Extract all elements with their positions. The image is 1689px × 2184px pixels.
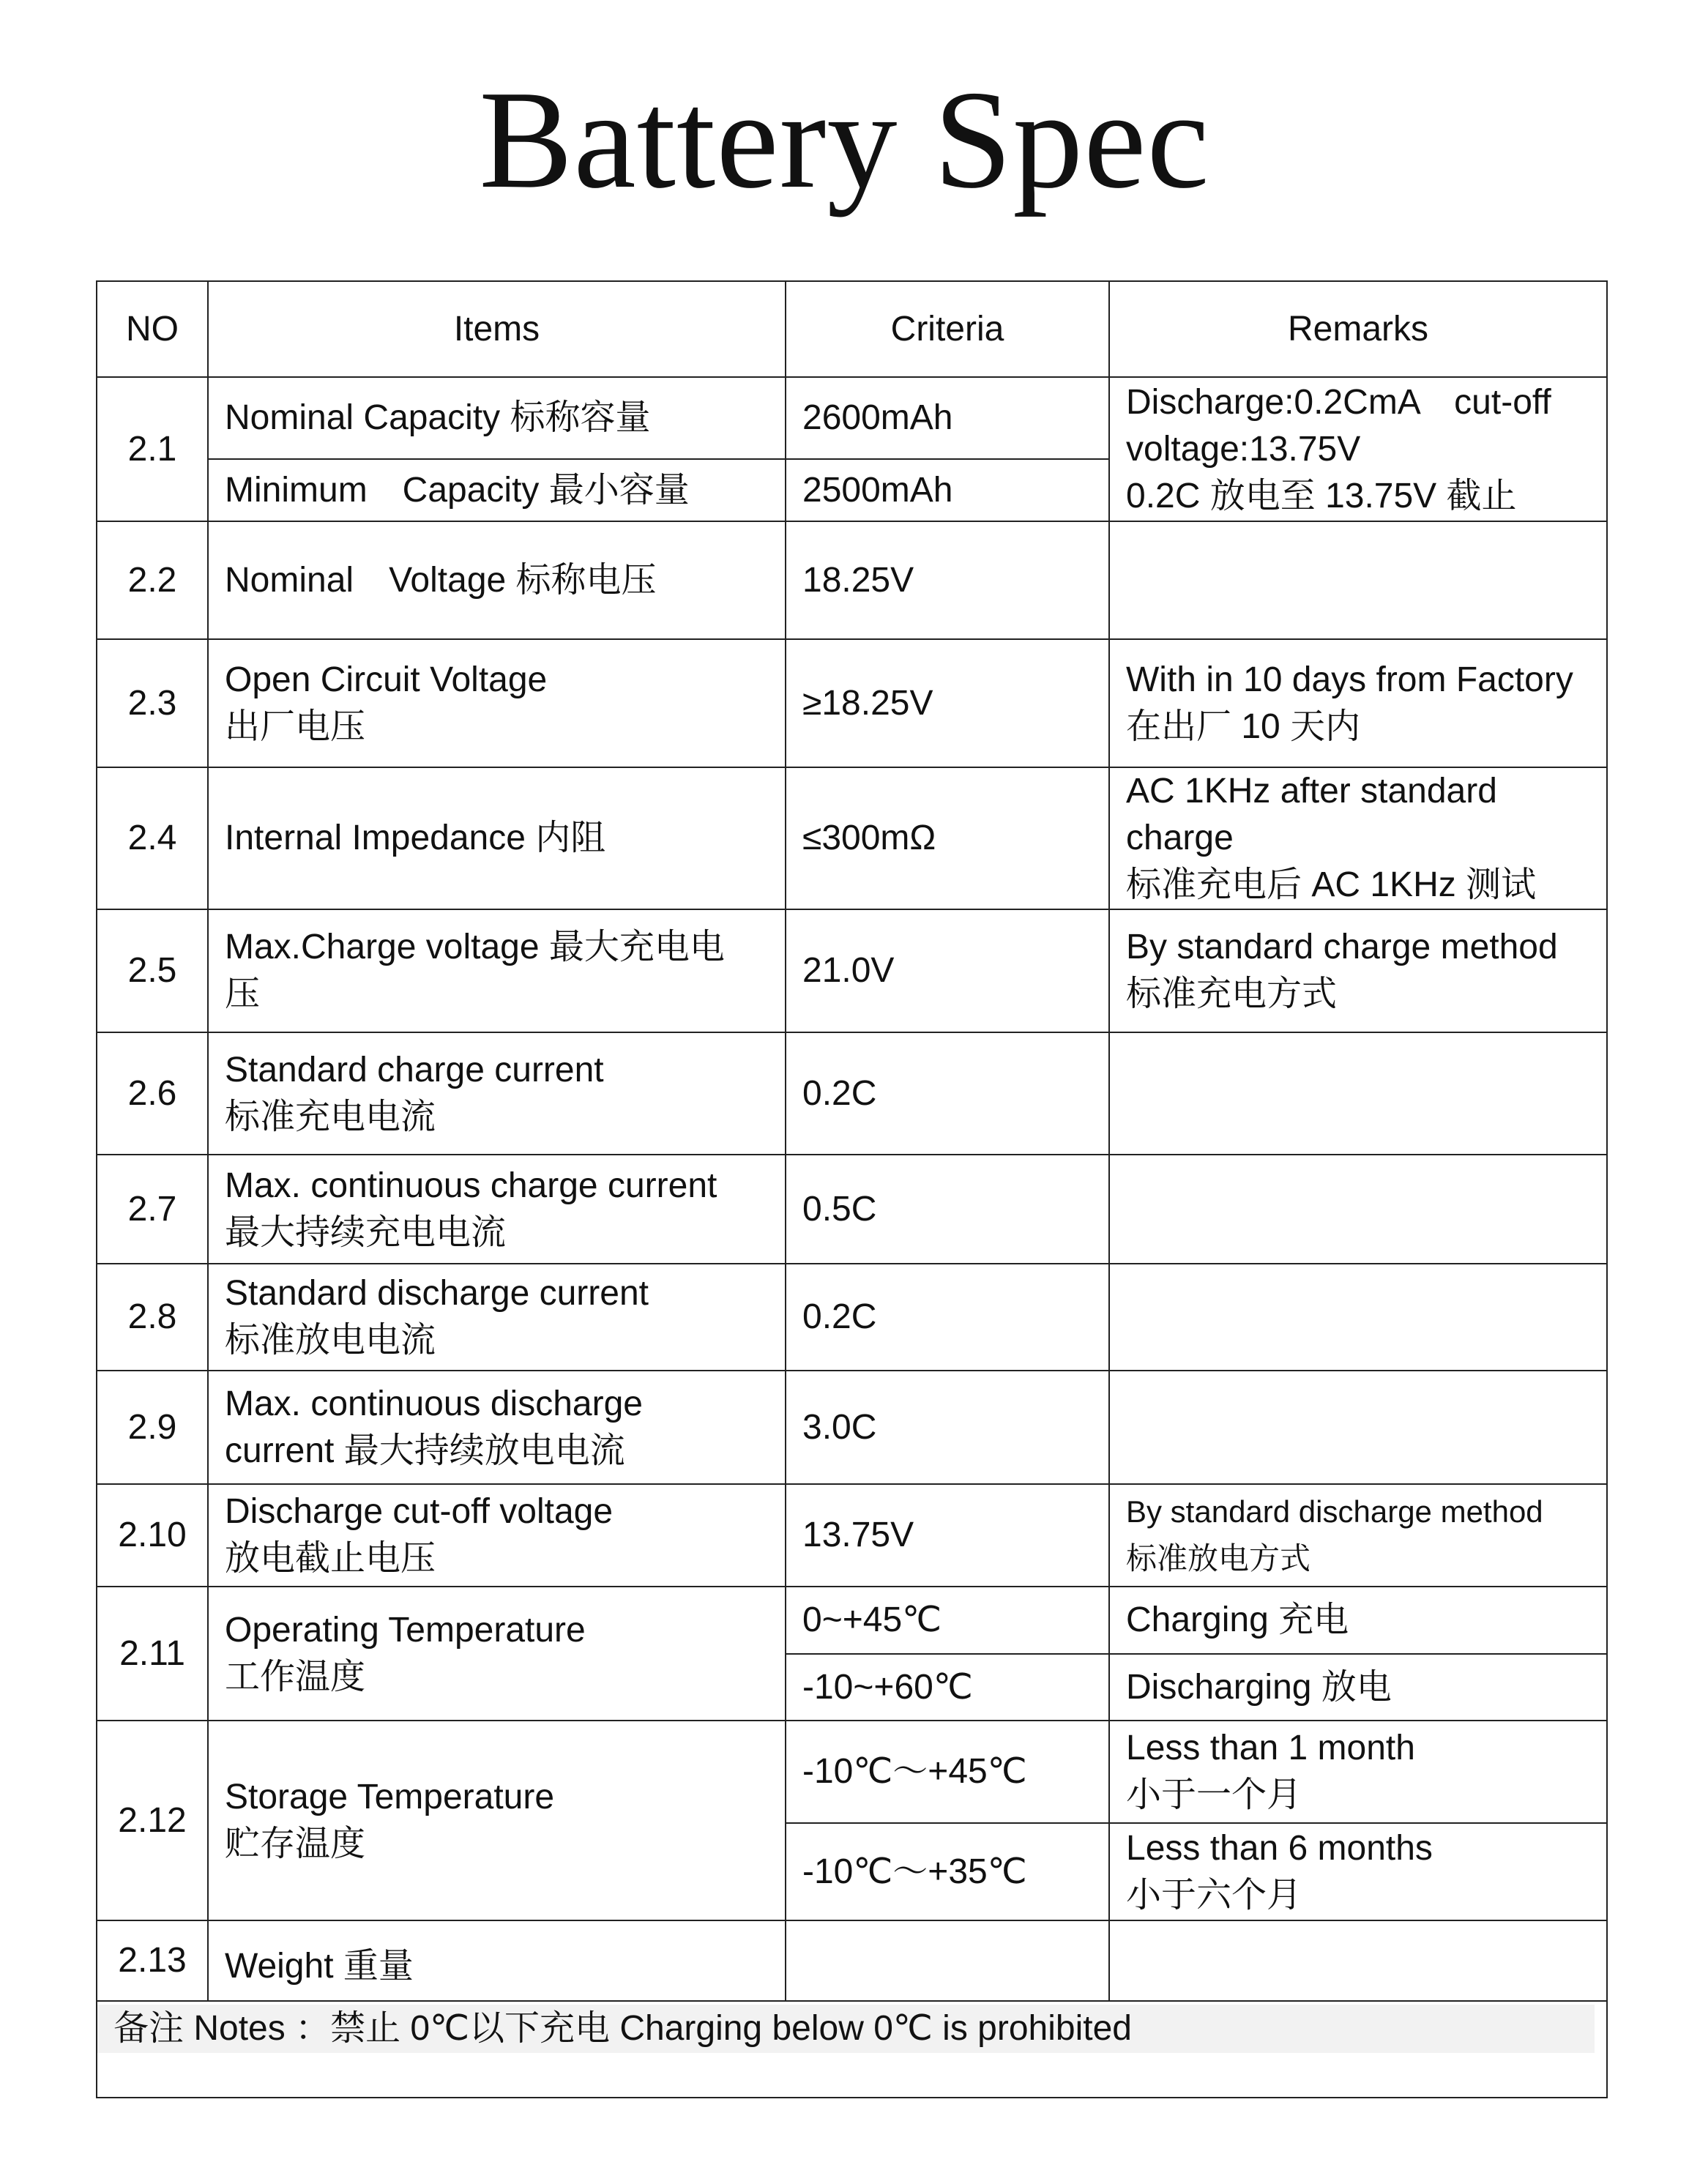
table-header-row bbox=[97, 281, 1607, 377]
criteria-cell: -10~+60℃ bbox=[786, 1654, 1109, 1721]
item-cell bbox=[208, 1264, 786, 1371]
row-number: 2.10 bbox=[97, 1484, 208, 1587]
item-cell: Minimum Capacity 最小容量 bbox=[208, 459, 786, 521]
header-remarks: Remarks bbox=[1109, 281, 1607, 377]
remark-line: AC 1KHz after standard charge bbox=[1126, 772, 1497, 857]
remark-line: Less than 6 months bbox=[1126, 1828, 1433, 1868]
row-number: 2.3 bbox=[97, 639, 208, 767]
remarks-cell bbox=[1109, 377, 1607, 521]
item-cell bbox=[208, 1587, 786, 1721]
item-line: Max. continuous charge current bbox=[225, 1166, 717, 1205]
item-cell: Internal Impedance 内阻 bbox=[208, 767, 786, 909]
table-row bbox=[97, 767, 1607, 909]
remark-line: 0.2C 放电至 13.75V 截止 bbox=[1126, 476, 1517, 515]
remarks-cell: Charging 充电 bbox=[1109, 1587, 1607, 1654]
table-row bbox=[97, 1371, 1607, 1484]
remarks-cell bbox=[1109, 1823, 1607, 1920]
item-cell bbox=[208, 1721, 786, 1920]
row-number: 2.11 bbox=[97, 1587, 208, 1721]
criteria-cell: 0.2C bbox=[786, 1264, 1109, 1371]
header-no: NO bbox=[97, 281, 208, 377]
item-line: Max.Charge voltage 最大充电电 bbox=[225, 928, 725, 966]
item-cell: Nominal Capacity 标称容量 bbox=[208, 377, 786, 459]
row-number: 2.1 bbox=[97, 377, 208, 521]
document-title: Battery Spec bbox=[479, 62, 1210, 217]
row-number: 2.12 bbox=[97, 1721, 208, 1920]
criteria-cell: 0.2C bbox=[786, 1032, 1109, 1155]
row-number: 2.7 bbox=[97, 1155, 208, 1264]
row-number: 2.6 bbox=[97, 1032, 208, 1155]
criteria-cell: 18.25V bbox=[786, 521, 1109, 639]
table-row bbox=[97, 639, 1607, 767]
notes-cell bbox=[97, 2001, 1607, 2098]
item-cell bbox=[208, 1371, 786, 1484]
table-row bbox=[97, 1920, 1607, 2001]
remarks-cell bbox=[1109, 1484, 1607, 1587]
table-row bbox=[97, 1721, 1607, 1823]
remarks-cell bbox=[1109, 909, 1607, 1032]
row-number: 2.13 bbox=[97, 1920, 208, 2001]
remark-line: With in 10 days from Factory bbox=[1126, 660, 1573, 699]
remarks-cell: Discharging 放电 bbox=[1109, 1654, 1607, 1721]
item-line: Standard charge current bbox=[225, 1050, 604, 1089]
item-line: 最大持续充电电流 bbox=[225, 1212, 507, 1252]
item-line: Operating Temperature bbox=[225, 1610, 586, 1650]
remarks-cell bbox=[1109, 1264, 1607, 1371]
item-line: 工作温度 bbox=[225, 1657, 366, 1696]
row-number: 2.5 bbox=[97, 909, 208, 1032]
remark-line: 标准放电方式 bbox=[1126, 1541, 1311, 1576]
table-row bbox=[97, 1264, 1607, 1371]
remark-line: 标准充电方式 bbox=[1126, 974, 1338, 1013]
remark-line: Less than 1 month bbox=[1126, 1729, 1415, 1767]
notes-text: 备注 Notes ：禁止 0℃以下充电 Charging below 0℃ is prohibited bbox=[97, 2005, 1595, 2053]
item-line: Open Circuit Voltage bbox=[225, 660, 548, 699]
item-cell: Nominal Voltage 标称电压 bbox=[208, 521, 786, 639]
item-line: Max. continuous discharge bbox=[225, 1384, 643, 1423]
remark-line: By standard discharge method bbox=[1126, 1494, 1543, 1529]
item-line: 贮存温度 bbox=[225, 1824, 366, 1863]
criteria-cell: 0.5C bbox=[786, 1155, 1109, 1264]
remark-line: 小于六个月 bbox=[1126, 1875, 1302, 1915]
remark-line: voltage:13.75V bbox=[1126, 429, 1361, 469]
notes-row bbox=[97, 2001, 1607, 2098]
item-cell: Weight 重量 bbox=[208, 1920, 786, 2001]
table-row bbox=[97, 521, 1607, 639]
criteria-cell: 2600mAh bbox=[786, 377, 1109, 459]
table-row bbox=[97, 377, 1607, 459]
item-line: 压 bbox=[225, 974, 261, 1013]
criteria-cell bbox=[786, 1920, 1109, 2001]
battery-spec-table bbox=[96, 280, 1608, 2098]
row-number: 2.9 bbox=[97, 1371, 208, 1484]
row-number: 2.8 bbox=[97, 1264, 208, 1371]
criteria-cell: 2500mAh bbox=[786, 459, 1109, 521]
criteria-cell: 0~+45℃ bbox=[786, 1587, 1109, 1654]
criteria-cell: ≤300mΩ bbox=[786, 767, 1109, 909]
remarks-cell bbox=[1109, 767, 1607, 909]
item-cell bbox=[208, 1155, 786, 1264]
remark-line: By standard charge method bbox=[1126, 928, 1558, 966]
criteria-cell: ≥18.25V bbox=[786, 639, 1109, 767]
table-row bbox=[97, 1484, 1607, 1587]
table-row bbox=[97, 909, 1607, 1032]
item-line: Storage Temperature bbox=[225, 1777, 555, 1816]
remarks-cell bbox=[1109, 1920, 1607, 2001]
item-line: current 最大持续放电电流 bbox=[225, 1431, 625, 1470]
criteria-cell: 3.0C bbox=[786, 1371, 1109, 1484]
item-cell bbox=[208, 1484, 786, 1587]
item-line: 放电截止电压 bbox=[225, 1539, 436, 1578]
table-row bbox=[97, 1587, 1607, 1654]
item-line: Standard discharge current bbox=[225, 1274, 649, 1313]
criteria-cell: 13.75V bbox=[786, 1484, 1109, 1587]
remark-line: Discharge:0.2CmA cut-off bbox=[1126, 382, 1551, 422]
remark-line: 在出厂 10 天内 bbox=[1126, 707, 1361, 746]
remark-line: 小于一个月 bbox=[1126, 1775, 1302, 1814]
remarks-cell bbox=[1109, 1032, 1607, 1155]
table-row bbox=[97, 1032, 1607, 1155]
item-line: 标准放电电流 bbox=[225, 1321, 436, 1360]
remarks-cell bbox=[1109, 1721, 1607, 1823]
item-cell bbox=[208, 909, 786, 1032]
item-line: 出厂电压 bbox=[225, 707, 366, 746]
remarks-cell bbox=[1109, 639, 1607, 767]
item-line: Discharge cut-off voltage bbox=[225, 1492, 614, 1531]
criteria-cell: -10℃～+45℃ bbox=[786, 1721, 1109, 1823]
row-number: 2.2 bbox=[97, 521, 208, 639]
remarks-cell bbox=[1109, 521, 1607, 639]
item-cell bbox=[208, 1032, 786, 1155]
table-row bbox=[97, 1155, 1607, 1264]
criteria-cell: -10℃～+35℃ bbox=[786, 1823, 1109, 1920]
remark-line: 标准充电后 AC 1KHz 测试 bbox=[1126, 865, 1537, 904]
remarks-cell bbox=[1109, 1155, 1607, 1264]
header-items: Items bbox=[208, 281, 786, 377]
remarks-cell bbox=[1109, 1371, 1607, 1484]
item-cell bbox=[208, 639, 786, 767]
row-number: 2.4 bbox=[97, 767, 208, 909]
criteria-cell: 21.0V bbox=[786, 909, 1109, 1032]
header-criteria: Criteria bbox=[786, 281, 1109, 377]
item-line: 标准充电电流 bbox=[225, 1097, 436, 1136]
